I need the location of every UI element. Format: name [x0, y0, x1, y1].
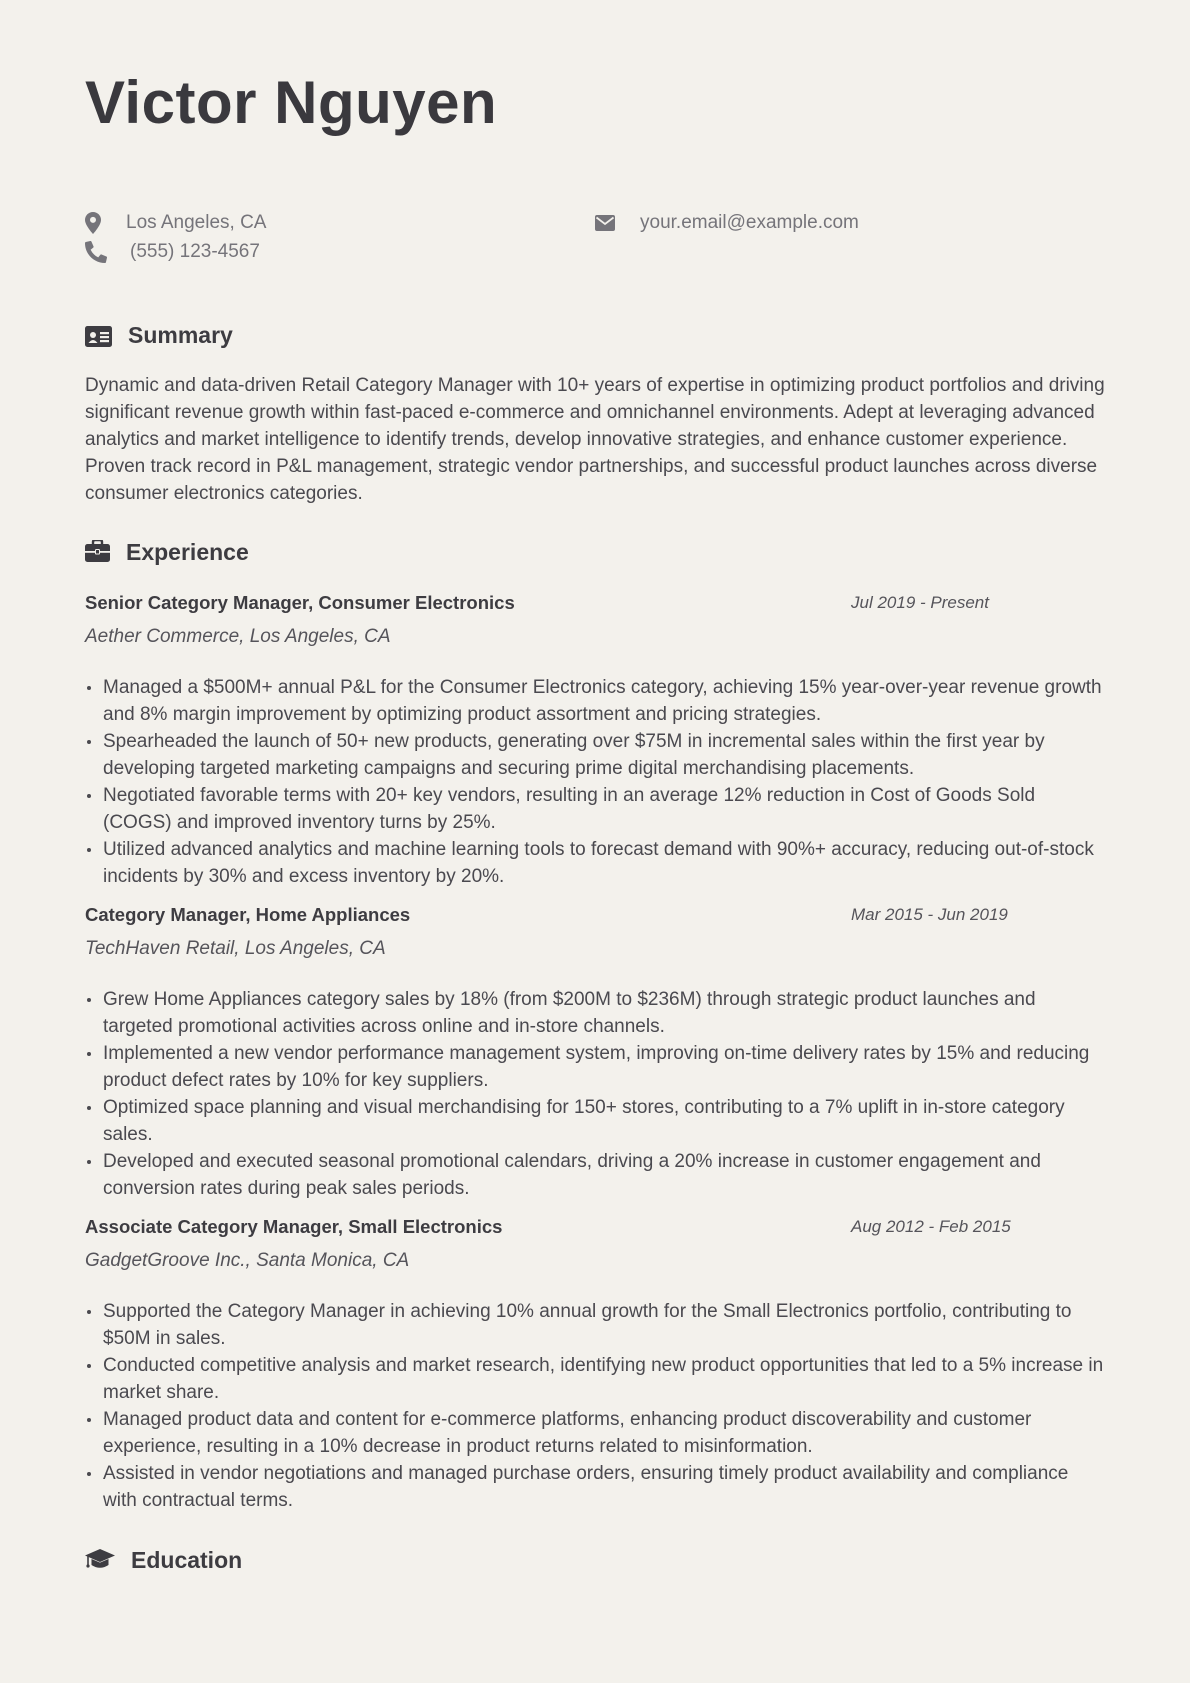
job-company: TechHaven Retail, Los Angeles, CA	[85, 938, 386, 959]
summary-heading-label: Summary	[128, 322, 233, 348]
briefcase-icon	[85, 540, 110, 567]
phone-text: (555) 123-4567	[130, 241, 260, 262]
job-title: Senior Category Manager, Consumer Electronics	[85, 592, 515, 613]
job-company: Aether Commerce, Los Angeles, CA	[85, 626, 391, 647]
job-bullet: Assisted in vendor negotiations and managed purchase orders, ensuring timely product availability and compliance with contractual terms.	[85, 1460, 1105, 1514]
envelope-icon	[595, 215, 617, 237]
job-bullet: Spearheaded the launch of 50+ new products, generating over $75M in incremental sales within the first year by developing targeted marketing campaigns and securing prime digital merchandising placements.	[85, 728, 1105, 782]
experience-heading-label: Experience	[126, 539, 249, 565]
job-company: GadgetGroove Inc., Santa Monica, CA	[85, 1250, 410, 1271]
location-text: Los Angeles, CA	[126, 212, 267, 233]
education-heading-label: Education	[131, 1547, 243, 1573]
job-bullet: Negotiated favorable terms with 20+ key vendors, resulting in an average 12% reduction in Cost of Goods Sold (COGS) and improved inventory turns by 25%.	[85, 782, 1105, 836]
job-bullet: Managed product data and content for e-commerce platforms, enhancing product discoverability and customer experience, resulting in a 10% decrease in product returns related to misinformation.	[85, 1406, 1105, 1460]
job-bullet: Optimized space planning and visual merchandising for 150+ stores, contributing to a 7% uplift in in-store category sales.	[85, 1094, 1105, 1148]
map-marker-icon	[85, 212, 107, 234]
job-bullet: Grew Home Appliances category sales by 18% (from $200M to $236M) through strategic product launches and targeted promotional activities across online and in-store channels.	[85, 986, 1105, 1040]
candidate-name: Victor Nguyen	[85, 69, 498, 136]
job-bullet: Supported the Category Manager in achieving 10% annual growth for the Small Electronics portfolio, contributing to $50M in sales.	[85, 1298, 1105, 1352]
summary-text: Dynamic and data-driven Retail Category Manager with 10+ years of expertise in optimizing product portfolios and driving significant revenue growth within fast-paced e-commerce and omnichannel environments. Adept at leveraging advanced analytics and market intelligence to identify trends, develop innovative strategies, and enhance customer experience. Proven track record in P&L management, strategic vendor partnerships, and successful product launches across diverse consumer electronics categories.	[85, 375, 1105, 504]
job-bullets	[85, 986, 1105, 1202]
job-dates: Jul 2019 - Present	[851, 593, 989, 612]
job-bullet: Managed a $500M+ annual P&L for the Consumer Electronics category, achieving 15% year-over-year revenue growth and 8% margin improvement by optimizing product assortment and pricing strategies.	[85, 674, 1105, 728]
job-dates: Mar 2015 - Jun 2019	[851, 905, 1008, 924]
job-bullets	[85, 674, 1105, 890]
graduation-cap-icon	[85, 1548, 115, 1577]
id-card-icon	[85, 326, 112, 352]
phone-icon	[85, 241, 107, 263]
job-bullet: Utilized advanced analytics and machine learning tools to forecast demand with 90%+ accuracy, reducing out-of-stock incidents by 30% and excess inventory by 20%.	[85, 836, 1105, 890]
job-bullet: Conducted competitive analysis and market research, identifying new product opportunities that led to a 5% increase in market share.	[85, 1352, 1105, 1406]
job-bullet: Implemented a new vendor performance management system, improving on-time delivery rates by 15% and reducing product defect rates by 10% for key suppliers.	[85, 1040, 1105, 1094]
email-text: your.email@example.com	[640, 212, 859, 233]
job-dates: Aug 2012 - Feb 2015	[851, 1217, 1011, 1236]
job-bullet: Developed and executed seasonal promotional calendars, driving a 20% increase in customer engagement and conversion rates during peak sales periods.	[85, 1148, 1105, 1202]
job-title: Associate Category Manager, Small Electronics	[85, 1216, 503, 1237]
job-title: Category Manager, Home Appliances	[85, 904, 411, 925]
job-bullets	[85, 1298, 1105, 1514]
